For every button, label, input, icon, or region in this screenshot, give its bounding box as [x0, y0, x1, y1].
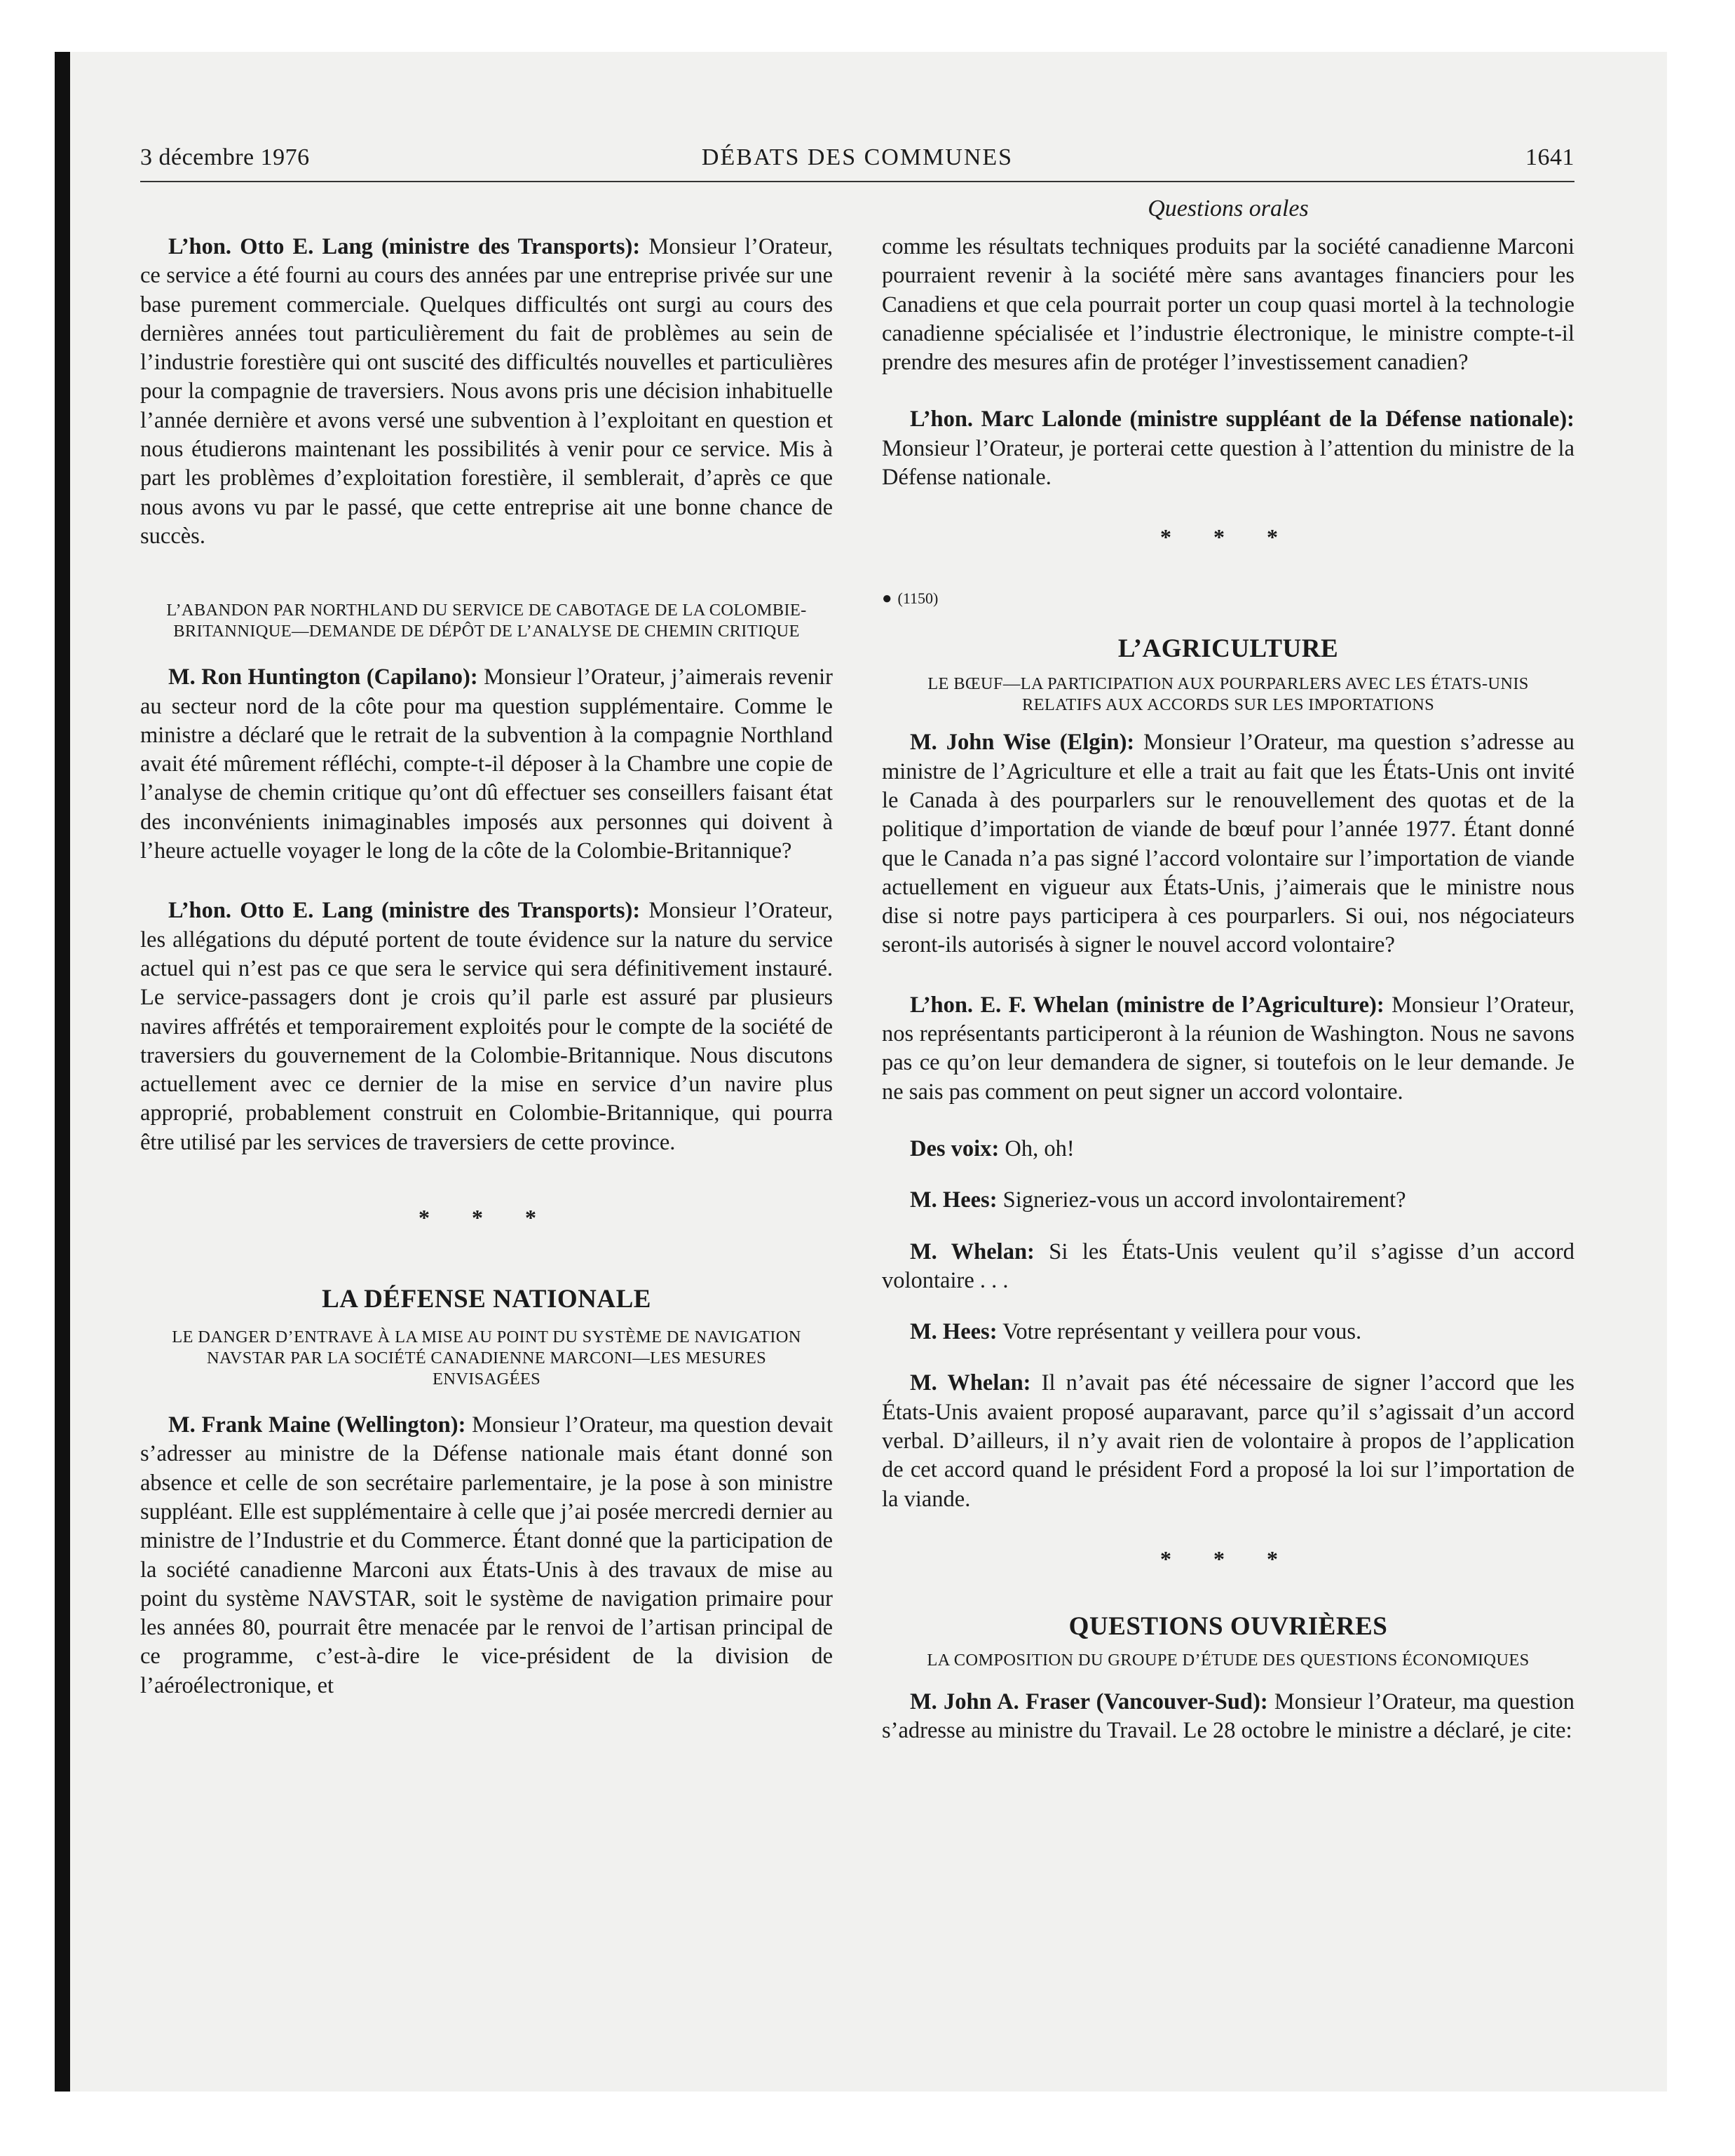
speaker-name: M. Ron Huntington (Capilano):	[168, 664, 478, 690]
speaker-name: L’hon. Otto E. Lang (ministre des Transports):	[168, 234, 641, 259]
speech-text: Monsieur l’Orateur, ma question devait s’adresser au ministre de la Défense nationale mais étant donné son absence et celle de son secrétaire parlementaire, je la pose à son ministre suppléant. Elle est supplémentaire à celle que j’ai posée mercredi dernier au ministre de l’Industrie et du Commerce. Étant donné que la participation de la société canadienne Marconi aux États-Unis à des travaux de mise au point du système NAVSTAR, soit le système de navigation primaire pour les années 80, pourrait être menacée par le renvoi de l’artisan principal de ce programme, c’est-à-dire le vice-président de la division de l’aéroélectronique, et	[140, 1412, 833, 1698]
section-separator: * * *	[1160, 524, 1296, 550]
speech-text: Il n’avait pas été nécessaire de signer l’accord que les États-Unis avaient proposé auparavant, parce qu’il s’agissait d’un accord verbal. D’ailleurs, il n’y avait rien de volontaire à propos de l’application de cet accord quand le président Ford a proposé la loi sur l’importation de la viande.	[882, 1370, 1575, 1512]
speaker-name: L’hon. Marc Lalonde (ministre suppléant de la Défense nationale):	[910, 407, 1574, 432]
time-marker-text: (1150)	[897, 589, 939, 608]
speech-paragraph	[882, 405, 1574, 492]
speech-continuation: comme les résultats techniques produits par la société canadienne Marconi pourraient revenir à la société mère sans avantages financiers pour les Canadiens et que cela pourrait porter un coup quasi mortel à la technologie canadienne spécialisée et l’industrie électronique, le ministre compte-t-il prendre des mesures afin de protéger l’investissement canadien?	[882, 234, 1574, 376]
speech-text: Votre représentant y veillera pour vous.	[997, 1319, 1362, 1345]
speaker-name: L’hon. Otto E. Lang (ministre des Transports):	[168, 898, 641, 924]
speaker-name: L’hon. E. F. Whelan (ministre de l’Agriculture):	[910, 992, 1384, 1018]
speaker-name: M. Hees:	[910, 1187, 998, 1213]
bullet-icon: ●	[882, 589, 892, 608]
header-title: DÉBATS DES COMMUNES	[701, 144, 1014, 170]
speech-paragraph	[882, 728, 1574, 960]
speech-paragraph	[140, 663, 833, 866]
subheading: LE BŒUF—LA PARTICIPATION AUX POURPARLERS AVEC LES ÉTATS-UNIS RELATIFS AUX ACCORDS SUR LES IMPORTATIONS	[927, 674, 1529, 715]
speaker-name: M. Frank Maine (Wellington):	[168, 1412, 466, 1438]
speech-text: Monsieur l’Orateur, je porterai cette question à l’attention du ministre de la Défense nationale.	[882, 435, 1574, 491]
speech-paragraph	[140, 1411, 833, 1700]
speaker-name: Des voix:	[910, 1135, 1000, 1161]
speaker-name: M. Whelan:	[910, 1370, 1031, 1396]
time-marker	[882, 589, 1574, 608]
speech-paragraph	[140, 896, 833, 1157]
header-date: 3 décembre 1976	[140, 144, 310, 170]
speaker-name: M. Whelan:	[910, 1239, 1035, 1264]
speech-text: Monsieur l’Orateur, ma question s’adresse au ministre du Travail. Le 28 octobre le ministre a déclaré, je cite:	[882, 1688, 1574, 1744]
speaker-name: M. John Wise (Elgin):	[910, 730, 1135, 756]
speech-text: Monsieur l’Orateur, j’aimerais revenir au secteur nord de la côte pour ma question supplémentaire. Comme le ministre a déclaré que le retrait de la subvention à la compagnie Northland avait été mûrement réfléchi, compte-t-il déposer à la Chambre une copie de l’analyse de chemin critique qu’ont dû effectuer ses conseillers faisant état des inconvénients inimaginables imposés aux personnes qui doivent à l’heure actuelle voyager le long de la côte de la Colombie-Britannique?	[140, 664, 833, 864]
subheading: LE DANGER D’ENTRAVE À LA MISE AU POINT DU SYSTÈME DE NAVIGATION NAVSTAR PAR LA SOCIÉTÉ CANADIENNE MARCONI—LES MESURES ENVISAGÉES	[172, 1328, 801, 1389]
section-title: L’AGRICULTURE	[1117, 634, 1339, 664]
subheading: LA COMPOSITION DU GROUPE D’ÉTUDE DES QUESTIONS ÉCONOMIQUES	[927, 1650, 1530, 1670]
speaker-name: M. Hees:	[910, 1319, 998, 1345]
speech-text: Oh, oh!	[999, 1135, 1075, 1161]
speech-paragraph	[882, 1369, 1574, 1513]
subheading: L’ABANDON PAR NORTHLAND DU SERVICE DE CABOTAGE DE LA COLOMBIE-BRITANNIQUE—DEMANDE DE DÉPÔT DE L’ANALYSE DE CHEMIN CRITIQUE	[166, 601, 807, 641]
page-header	[140, 142, 1574, 182]
section-separator: * * *	[419, 1205, 554, 1231]
right-column	[882, 233, 1574, 1771]
speech-paragraph	[140, 233, 833, 551]
speech-paragraph	[882, 1688, 1574, 1746]
speech-text: Monsieur l’Orateur, nos représentants participeront à la réunion de Washington. Nous ne savons pas ce qu’on leur demandera de signer, si toutefois on le leur demande. Je ne sais pas comment on peut signer un accord volontaire.	[882, 992, 1574, 1105]
section-separator: * * *	[1160, 1546, 1296, 1571]
speech-paragraph	[882, 1186, 1574, 1215]
page-number: 1641	[1525, 144, 1574, 170]
left-column	[140, 233, 833, 1726]
section-title: LA DÉFENSE NATIONALE	[322, 1285, 651, 1314]
speech-text: Monsieur l’Orateur, ma question s’adresse au ministre de l’Agriculture et elle a trait au fait que les États-Unis ont invité le Canada à des pourparlers sur le renouvellement des quotas et de la politique d’importation de viande de bœuf pour l’année 1977. Étant donné que le Canada n’a pas signé l’accord volontaire sur l’importation de viande actuellement en vigueur aux États-Unis, j’aimerais que le ministre nous dise si notre pays participera à ces pourparlers. Si oui, nos négociateurs seront-ils autorisés à signer le nouvel accord volontaire?	[882, 730, 1574, 958]
speech-paragraph	[882, 991, 1574, 1107]
speaker-name: M. John A. Fraser (Vancouver-Sud):	[910, 1688, 1268, 1714]
speech-paragraph	[882, 1318, 1574, 1346]
speech-text: Monsieur l’Orateur, ce service a été fourni au cours des années par une entreprise privée sur une base purement commerciale. Quelques difficultés ont surgi au cours des dernières années tout particulièrement du fait de problèmes au sein de l’industrie forestière qui ont suscité des difficultés nouvelles et particulières pour la compagnie de traversiers. Nous avons pris une décision inhabituelle l’année dernière et avons versé une subvention à l’exploitant en question et nous étudierons maintenant les possibilités à venir pour ce service. Mis à part les problèmes d’exploitation forestière, il semblerait, d’après ce que nous avons vu par le passé, que cette entreprise ait une bonne chance de succès.	[140, 234, 833, 549]
speech-text: Monsieur l’Orateur, les allégations du député portent de toute évidence sur la nature du service actuel qui n’est pas ce que sera le service qui sera définitivement instauré. Le service-passagers dont je crois qu’il parle est assuré par plusieurs navires affrétés et temporairement exploités pour le compte de la société de traversiers du gouvernement de la Colombie-Britannique. Nous discutons actuellement avec ce dernier de la mise en service d’un navire plus approprié, probablement construit en Colombie-Britannique, qui pourra être utilisé par les services de traversiers de cette province.	[140, 898, 833, 1155]
speech-text: Si les États-Unis veulent qu’il s’agisse d’un accord volontaire . . .	[882, 1239, 1574, 1293]
speech-text: Signeriez-vous un accord involontairement?	[997, 1187, 1406, 1213]
running-head: Questions orales	[1148, 196, 1309, 221]
speech-paragraph	[882, 1238, 1574, 1296]
speech-paragraph	[882, 1135, 1574, 1164]
section-title: QUESTIONS OUVRIÈRES	[1068, 1611, 1388, 1641]
